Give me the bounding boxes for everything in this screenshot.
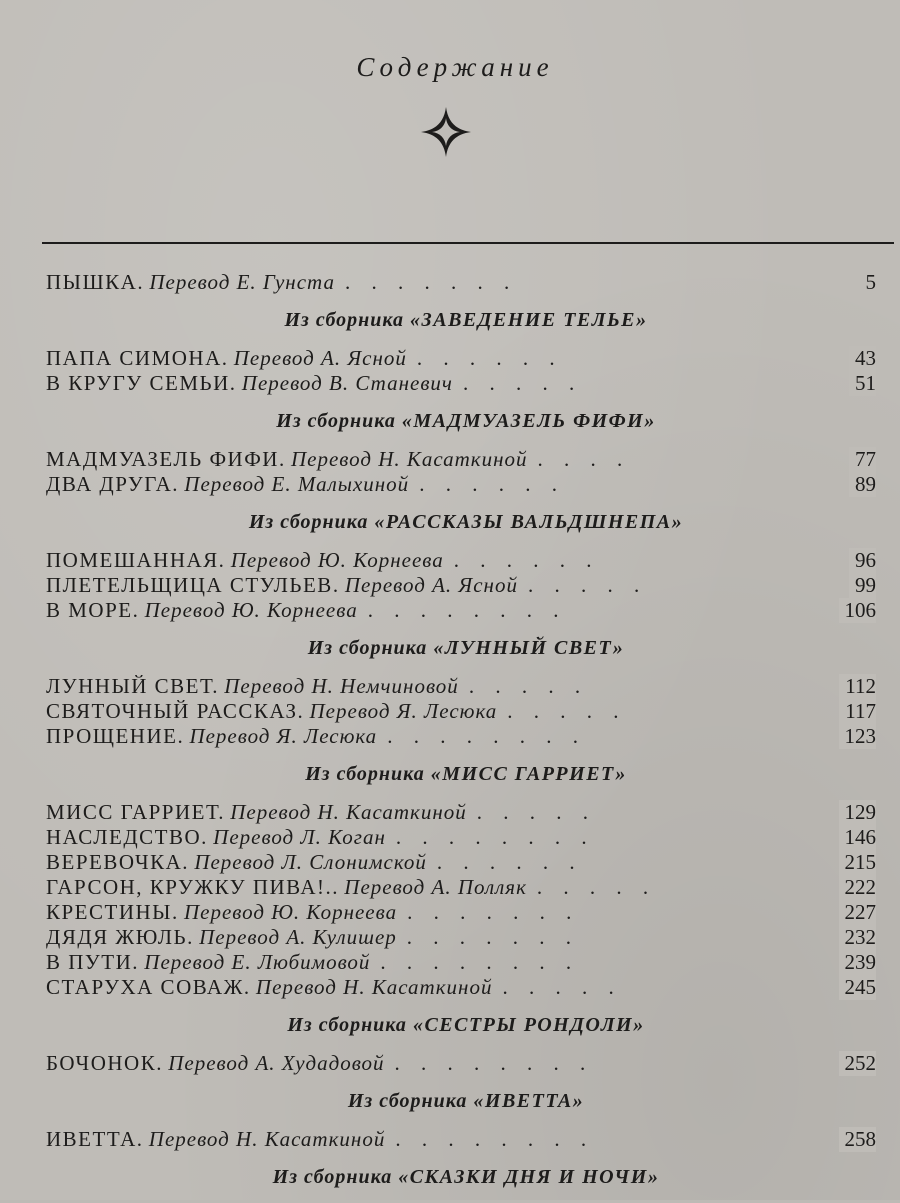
page-title: Содержание <box>356 52 554 82</box>
toc-entry[interactable] <box>46 699 876 724</box>
page-number: 123 <box>839 724 877 749</box>
collection-prefix: Из сборника <box>305 763 425 785</box>
collection-heading <box>56 633 876 663</box>
dot-leader: . . . . . . . . <box>394 1051 594 1075</box>
collection-prefix: Из сборника <box>284 309 405 331</box>
translator-credit: Перевод Н. Касаткиной <box>290 447 528 471</box>
collection-heading <box>56 507 876 537</box>
story-title: СВЯТОЧНЫЙ РАССКАЗ. <box>46 699 305 723</box>
collection-name: «ЗАВЕДЕНИЕ ТЕЛЬЕ» <box>410 309 648 331</box>
dot-leader: . . . . . . . <box>406 925 580 949</box>
toc-entry[interactable] <box>46 724 876 749</box>
collection-heading <box>56 1086 876 1116</box>
dot-leader: . . . . . . <box>436 850 583 874</box>
toc-entry[interactable] <box>46 1127 876 1152</box>
translator-credit: Перевод А. Полляк <box>344 875 527 899</box>
toc-entry[interactable] <box>46 950 876 975</box>
page-number: 77 <box>849 447 876 472</box>
translator-credit: Перевод А. Худадовой <box>168 1051 385 1075</box>
collection-prefix: Из сборника <box>287 1014 407 1036</box>
dot-leader: . . . . . . . <box>344 270 518 294</box>
dot-leader: . . . . <box>537 447 631 471</box>
toc-entry[interactable] <box>46 472 876 497</box>
collection-prefix: Из сборника <box>276 410 396 432</box>
collection-name: «РАССКАЗЫ ВАЛЬДШНЕПА» <box>374 511 684 533</box>
collection-name: «СКАЗКИ ДНЯ И НОЧИ» <box>398 1166 660 1188</box>
story-title: В КРУГУ СЕМЬИ. <box>46 371 237 395</box>
translator-credit: Перевод Е. Гунста <box>149 270 335 294</box>
translator-credit: Перевод Л. Слонимской <box>194 850 427 874</box>
collection-heading <box>56 406 876 436</box>
translator-credit: Перевод Я. Лесюка <box>309 699 498 723</box>
collection-prefix: Из сборника <box>307 637 428 659</box>
story-title: МИСС ГАРРИЕТ. <box>46 800 225 824</box>
page-number: 5 <box>860 270 877 295</box>
page-number: 227 <box>839 900 877 925</box>
toc-entry[interactable] <box>46 925 876 950</box>
translator-credit: Перевод Е. Малыхиной <box>184 472 410 496</box>
collection-prefix: Из сборника <box>347 1090 468 1112</box>
page-number: 117 <box>839 699 876 724</box>
page-number: 239 <box>839 950 877 975</box>
toc-entry[interactable] <box>46 825 876 850</box>
translator-credit: Перевод Ю. Корнеева <box>184 900 398 924</box>
dot-leader: . . . . . <box>476 800 596 824</box>
page-number: 106 <box>839 598 877 623</box>
toc-entry[interactable] <box>46 447 876 472</box>
dot-leader: . . . . . <box>462 371 583 395</box>
toc-entry[interactable] <box>46 371 876 396</box>
dot-leader: . . . . . <box>527 573 648 597</box>
page-number: 89 <box>849 472 876 497</box>
story-title: В МОРЕ. <box>46 598 140 622</box>
page-number: 232 <box>839 925 877 950</box>
toc-entry[interactable] <box>46 674 876 699</box>
dot-leader: . . . . . <box>468 674 589 698</box>
toc-entry[interactable] <box>46 900 876 925</box>
translator-credit: Перевод А. Кулишер <box>199 925 397 949</box>
collection-heading <box>56 1162 876 1192</box>
translator-credit: Перевод Я. Лесюка <box>189 724 378 748</box>
story-title: НАСЛЕДСТВО. <box>46 825 208 849</box>
dot-leader: . . . . . . <box>416 346 563 370</box>
toc-entry[interactable] <box>46 598 876 623</box>
star-ornament-icon <box>420 106 472 158</box>
page-number: 215 <box>839 850 877 875</box>
toc-entry[interactable] <box>46 1051 876 1076</box>
dot-leader: . . . . . . . . <box>380 950 580 974</box>
page-number: 146 <box>839 825 877 850</box>
collection-heading <box>56 759 876 789</box>
dot-leader: . . . . . <box>507 699 627 723</box>
dot-leader: . . . . . . <box>453 548 600 572</box>
story-title: ЛУННЫЙ СВЕТ. <box>46 674 219 698</box>
story-title: ПРОЩЕНИЕ. <box>46 724 185 748</box>
dot-leader: . . . . . . <box>419 472 565 496</box>
dot-leader: . . . . . . . . <box>387 724 586 748</box>
dot-leader: . . . . . . . <box>407 900 580 924</box>
collection-name: «МАДМУАЗЕЛЬ ФИФИ» <box>401 410 656 432</box>
story-title: БОЧОНОК. <box>46 1051 163 1075</box>
page-number: 245 <box>839 975 877 1000</box>
story-title: ГАРСОН, КРУЖКУ ПИВА!.. <box>46 875 340 899</box>
story-title: ПЛЕТЕЛЬЩИЦА СТУЛЬЕВ. <box>46 573 340 597</box>
story-title: ИВЕТТА. <box>46 1127 144 1151</box>
story-title: ПАПА СИМОНА. <box>46 346 229 370</box>
collection-name: «ИВЕТТА» <box>473 1090 585 1112</box>
dot-leader: . . . . . <box>536 875 657 899</box>
toc-entry[interactable] <box>46 573 876 598</box>
translator-credit: Перевод Ю. Корнеева <box>230 548 444 572</box>
page-number: 252 <box>839 1051 877 1076</box>
translator-credit: Перевод Н. Касаткиной <box>148 1127 386 1151</box>
translator-credit: Перевод А. Ясной <box>233 346 407 370</box>
page-number: 43 <box>849 346 876 371</box>
translator-credit: Перевод Л. Коган <box>213 825 386 849</box>
story-title: СТАРУХА СОВАЖ. <box>46 975 251 999</box>
toc-entry[interactable] <box>46 875 876 900</box>
translator-credit: Перевод Н. Немчиновой <box>224 674 459 698</box>
collection-heading <box>56 1010 876 1040</box>
translator-credit: Перевод Н. Касаткиной <box>255 975 493 999</box>
page-number: 96 <box>849 548 876 573</box>
story-title: ВЕРЕВОЧКА. <box>46 850 190 874</box>
translator-credit: Перевод Ю. Корнеева <box>144 598 358 622</box>
toc-entry[interactable] <box>46 850 876 875</box>
translator-credit: Перевод А. Ясной <box>344 573 518 597</box>
dot-leader: . . . . . <box>502 975 622 999</box>
page-number: 112 <box>839 674 876 699</box>
story-title: В ПУТИ. <box>46 950 140 974</box>
collection-name: «СЕСТРЫ РОНДОЛИ» <box>412 1014 645 1036</box>
collection-prefix: Из сборника <box>248 511 369 533</box>
page-number: 51 <box>849 371 876 396</box>
collection-prefix: Из сборника <box>272 1166 393 1188</box>
story-title: ПОМЕШАННАЯ. <box>46 548 226 572</box>
story-title: ДВА ДРУГА. <box>46 472 180 496</box>
translator-credit: Перевод Е. Любимовой <box>144 950 371 974</box>
toc-entry[interactable] <box>46 800 876 825</box>
story-title: МАДМУАЗЕЛЬ ФИФИ. <box>46 447 286 471</box>
collection-name: «МИСС ГАРРИЕТ» <box>430 763 627 785</box>
story-title: ДЯДЯ ЖЮЛЬ. <box>46 925 194 949</box>
page-number: 129 <box>839 800 877 825</box>
page-number: 258 <box>839 1127 877 1152</box>
table-of-contents <box>46 270 876 1203</box>
dot-leader: . . . . . . . . <box>395 825 595 849</box>
page-number: 222 <box>839 875 877 900</box>
toc-entry[interactable] <box>46 270 876 295</box>
header-divider <box>42 242 894 244</box>
dot-leader: . . . . . . . . <box>367 598 567 622</box>
toc-entry[interactable] <box>46 548 876 573</box>
collection-heading <box>56 305 876 335</box>
toc-entry[interactable] <box>46 975 876 1000</box>
story-title: КРЕСТИНЫ. <box>46 900 179 924</box>
translator-credit: Перевод В. Станевич <box>241 371 453 395</box>
dot-leader: . . . . . . . . <box>395 1127 595 1151</box>
toc-entry[interactable] <box>46 346 876 371</box>
translator-credit: Перевод Н. Касаткиной <box>230 800 467 824</box>
story-title: ПЫШКА. <box>46 270 145 294</box>
collection-name: «ЛУННЫЙ СВЕТ» <box>433 637 625 659</box>
page-number: 99 <box>849 573 876 598</box>
